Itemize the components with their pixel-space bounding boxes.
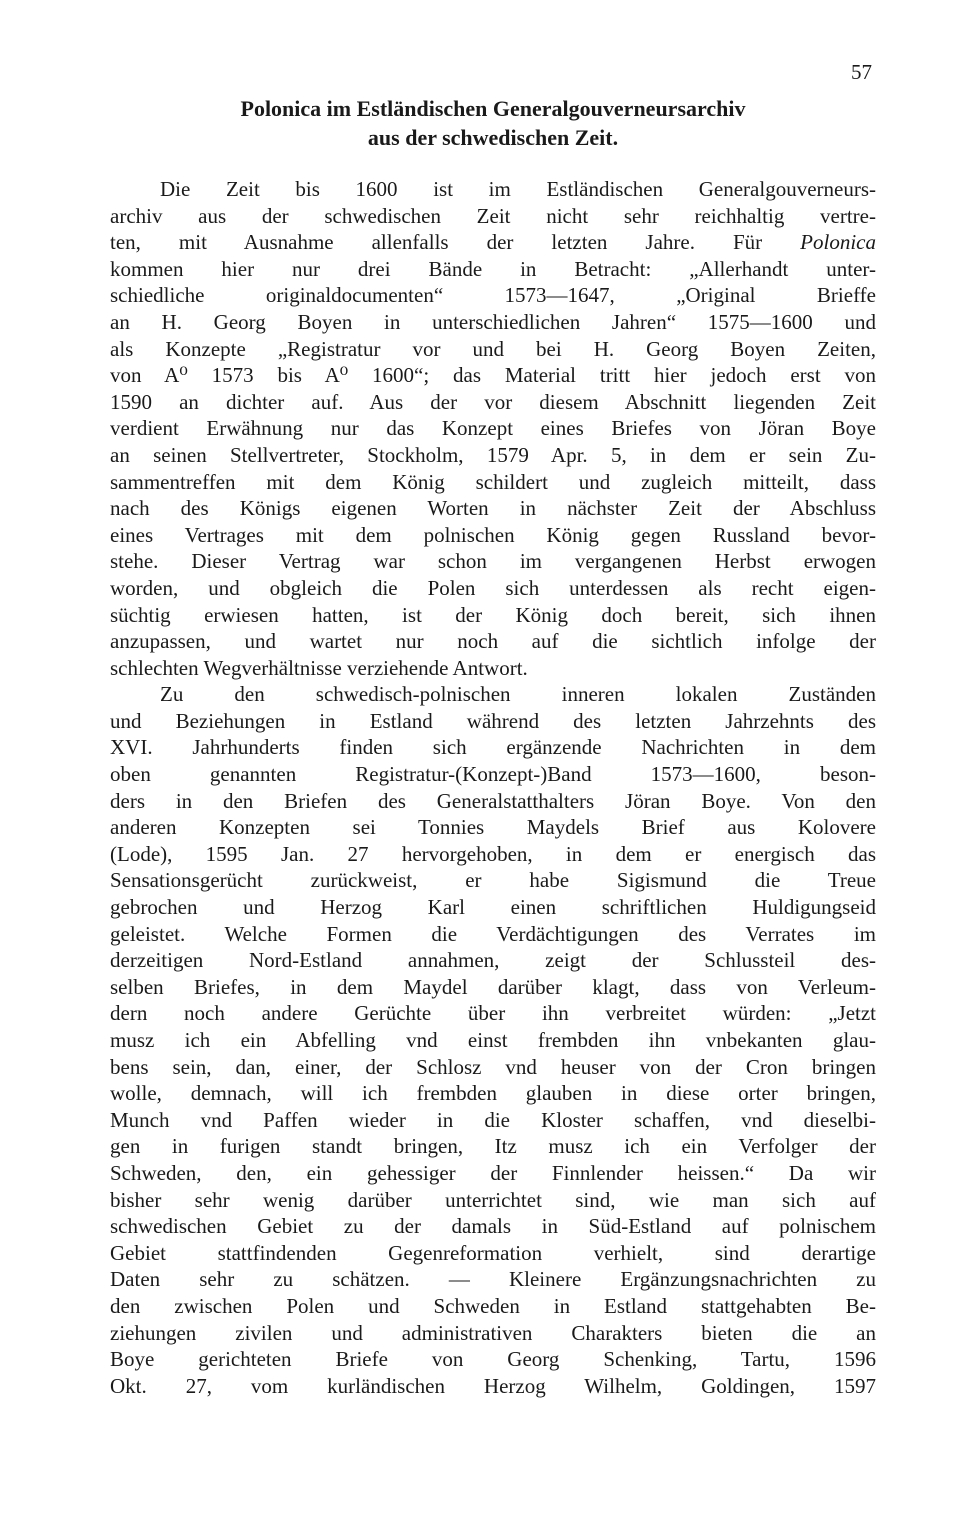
text-line: sammentreffen mit dem König schildert und zugleich mitteilt, dass: [110, 469, 876, 494]
text-line: schwedischen Gebiet zu der damals in Süd-Estland auf polnischem: [110, 1214, 876, 1239]
text-line: Munch vnd Paffen wieder in die Kloster schaffen, vnd dieselbi-: [110, 1107, 876, 1132]
text-line: den zwischen Polen und Schweden in Estland stattgehabten Be-: [110, 1293, 876, 1318]
text-segment: ten, mit Ausnahme allenfalls der letzten Jahre. Für: [110, 230, 801, 255]
text-line: Daten sehr zu schätzen. — Kleinere Ergänzungsnachrichten zu: [110, 1267, 876, 1292]
text-line: archiv aus der schwedischen Zeit nicht sehr reichhaltig vertre-: [110, 203, 876, 228]
text-line: stehe. Dieser Vertrag war schon im vergangenen Herbst erwogen: [110, 549, 876, 574]
text-line: schlechten Wegverhältnisse verziehende Antwort.: [110, 655, 528, 680]
text-line: an seinen Stellvertreter, Stockholm, 1579 Apr. 5, in dem er sein Zu-: [110, 442, 876, 467]
text-line: [110, 229, 876, 256]
text-line: und Beziehungen in Estland während des letzten Jahrzehnts des: [110, 708, 876, 733]
page-title: [110, 94, 876, 152]
text-line: eines Vertrages mit dem polnischen König gegen Russland bevor-: [110, 522, 876, 547]
text-line: worden, und obgleich die Polen sich unterdessen als recht eigen-: [110, 575, 876, 600]
text-line: als Konzepte „Registratur vor und bei H. Georg Boyen Zeiten,: [110, 336, 876, 361]
title-line-2: aus der schwedischen Zeit.: [367, 125, 619, 150]
text-line: gebrochen und Herzog Karl einen schriftlichen Huldigungseid: [110, 895, 876, 920]
text-line: geleistet. Welche Formen die Verdächtigungen des Verrates im: [110, 921, 876, 946]
text-line: Sensationsgerücht zurückweist, er habe Sigismund die Treue: [110, 868, 876, 893]
text-line: nach des Königs eigenen Worten in nächster Zeit der Abschluss: [110, 496, 876, 521]
text-line: 1590 an dichter auf. Aus der vor diesem Abschnitt liegenden Zeit: [110, 389, 876, 414]
text-line: Schweden, den, ein gehessiger der Finnlender heissen.“ Da wir: [110, 1160, 876, 1185]
text-line: oben genannten Registratur-(Konzept-)Band 1573—1600, beson-: [110, 762, 876, 787]
text-line: ders in den Briefen des Generalstatthalters Jöran Boye. Von den: [110, 788, 876, 813]
body-text: [110, 176, 876, 1399]
text-line: wolle, demnach, will ich frembden glauben in diese orter bringen,: [110, 1081, 876, 1106]
title-line-1: Polonica im Estländischen Generalgouverneursarchiv: [240, 96, 746, 121]
text-line: von A⁰ 1573 bis A⁰ 1600“; das Material tritt hier jedoch erst von: [110, 363, 876, 388]
text-line: derzeitigen Nord-Estland annahmen, zeigt der Schlussteil des-: [110, 948, 876, 973]
text-line: schiedliche originaldocumenten“ 1573—1647, „Original Brieffe: [110, 283, 876, 308]
text-line: dern noch andere Gerüchte über ihn verbreitet würden: „Jetzt: [110, 1001, 876, 1026]
text-line: kommen hier nur drei Bände in Betracht: „Allerhandt unter-: [110, 256, 876, 281]
text-line: anderen Konzepten sei Tonnies Maydels Brief aus Kolovere: [110, 815, 876, 840]
text-line: selben Briefes, in dem Maydel darüber klagt, dass von Verleum-: [110, 974, 876, 999]
text-line: verdient Erwähnung nur das Konzept eines Briefes von Jöran Boye: [110, 416, 876, 441]
text-line: Boye gerichteten Briefe von Georg Schenking, Tartu, 1596: [110, 1347, 876, 1372]
text-line: (Lode), 1595 Jan. 27 hervorgehoben, in dem er energisch das: [110, 841, 876, 866]
text-line: musz ich ein Abfelling vnd einst frembden ihn vnbekanten glau-: [110, 1028, 876, 1052]
text-line: an H. Georg Boyen in unterschiedlichen Jahren“ 1575—1600 und: [110, 309, 876, 334]
text-line: ziehungen zivilen und administrativen Charakters bieten die an: [110, 1320, 876, 1345]
text-line: Zu den schwedisch-polnischen inneren lokalen Zuständen: [160, 682, 876, 707]
page-number: 57: [851, 60, 872, 84]
text-line: bens sein, dan, einer, der Schlosz vnd heuser von der Cron bringen: [110, 1054, 876, 1079]
text-line: XVI. Jahrhunderts finden sich ergänzende Nachrichten in dem: [110, 735, 876, 760]
text-line: gen in furigen standt bringen, Itz musz ich ein Verfolger der: [110, 1134, 876, 1159]
text-line: süchtig erwiesen hatten, ist der König doch bereit, sich ihnen: [110, 602, 876, 627]
text-line: Gebiet stattfindenden Gegenreformation verhielt, sind derartige: [110, 1240, 876, 1265]
text-line: bisher sehr wenig darüber unterrichtet sind, wie man sich auf: [110, 1187, 876, 1212]
text-line: Die Zeit bis 1600 ist im Estländischen Generalgouverneurs-: [160, 177, 876, 201]
text-line: anzupassen, und wartet nur noch auf die sichtlich infolge der: [110, 629, 876, 654]
text-line: Okt. 27, vom kurländischen Herzog Wilhelm, Goldingen, 1597: [110, 1373, 876, 1398]
italic-word: Polonica: [800, 230, 876, 255]
